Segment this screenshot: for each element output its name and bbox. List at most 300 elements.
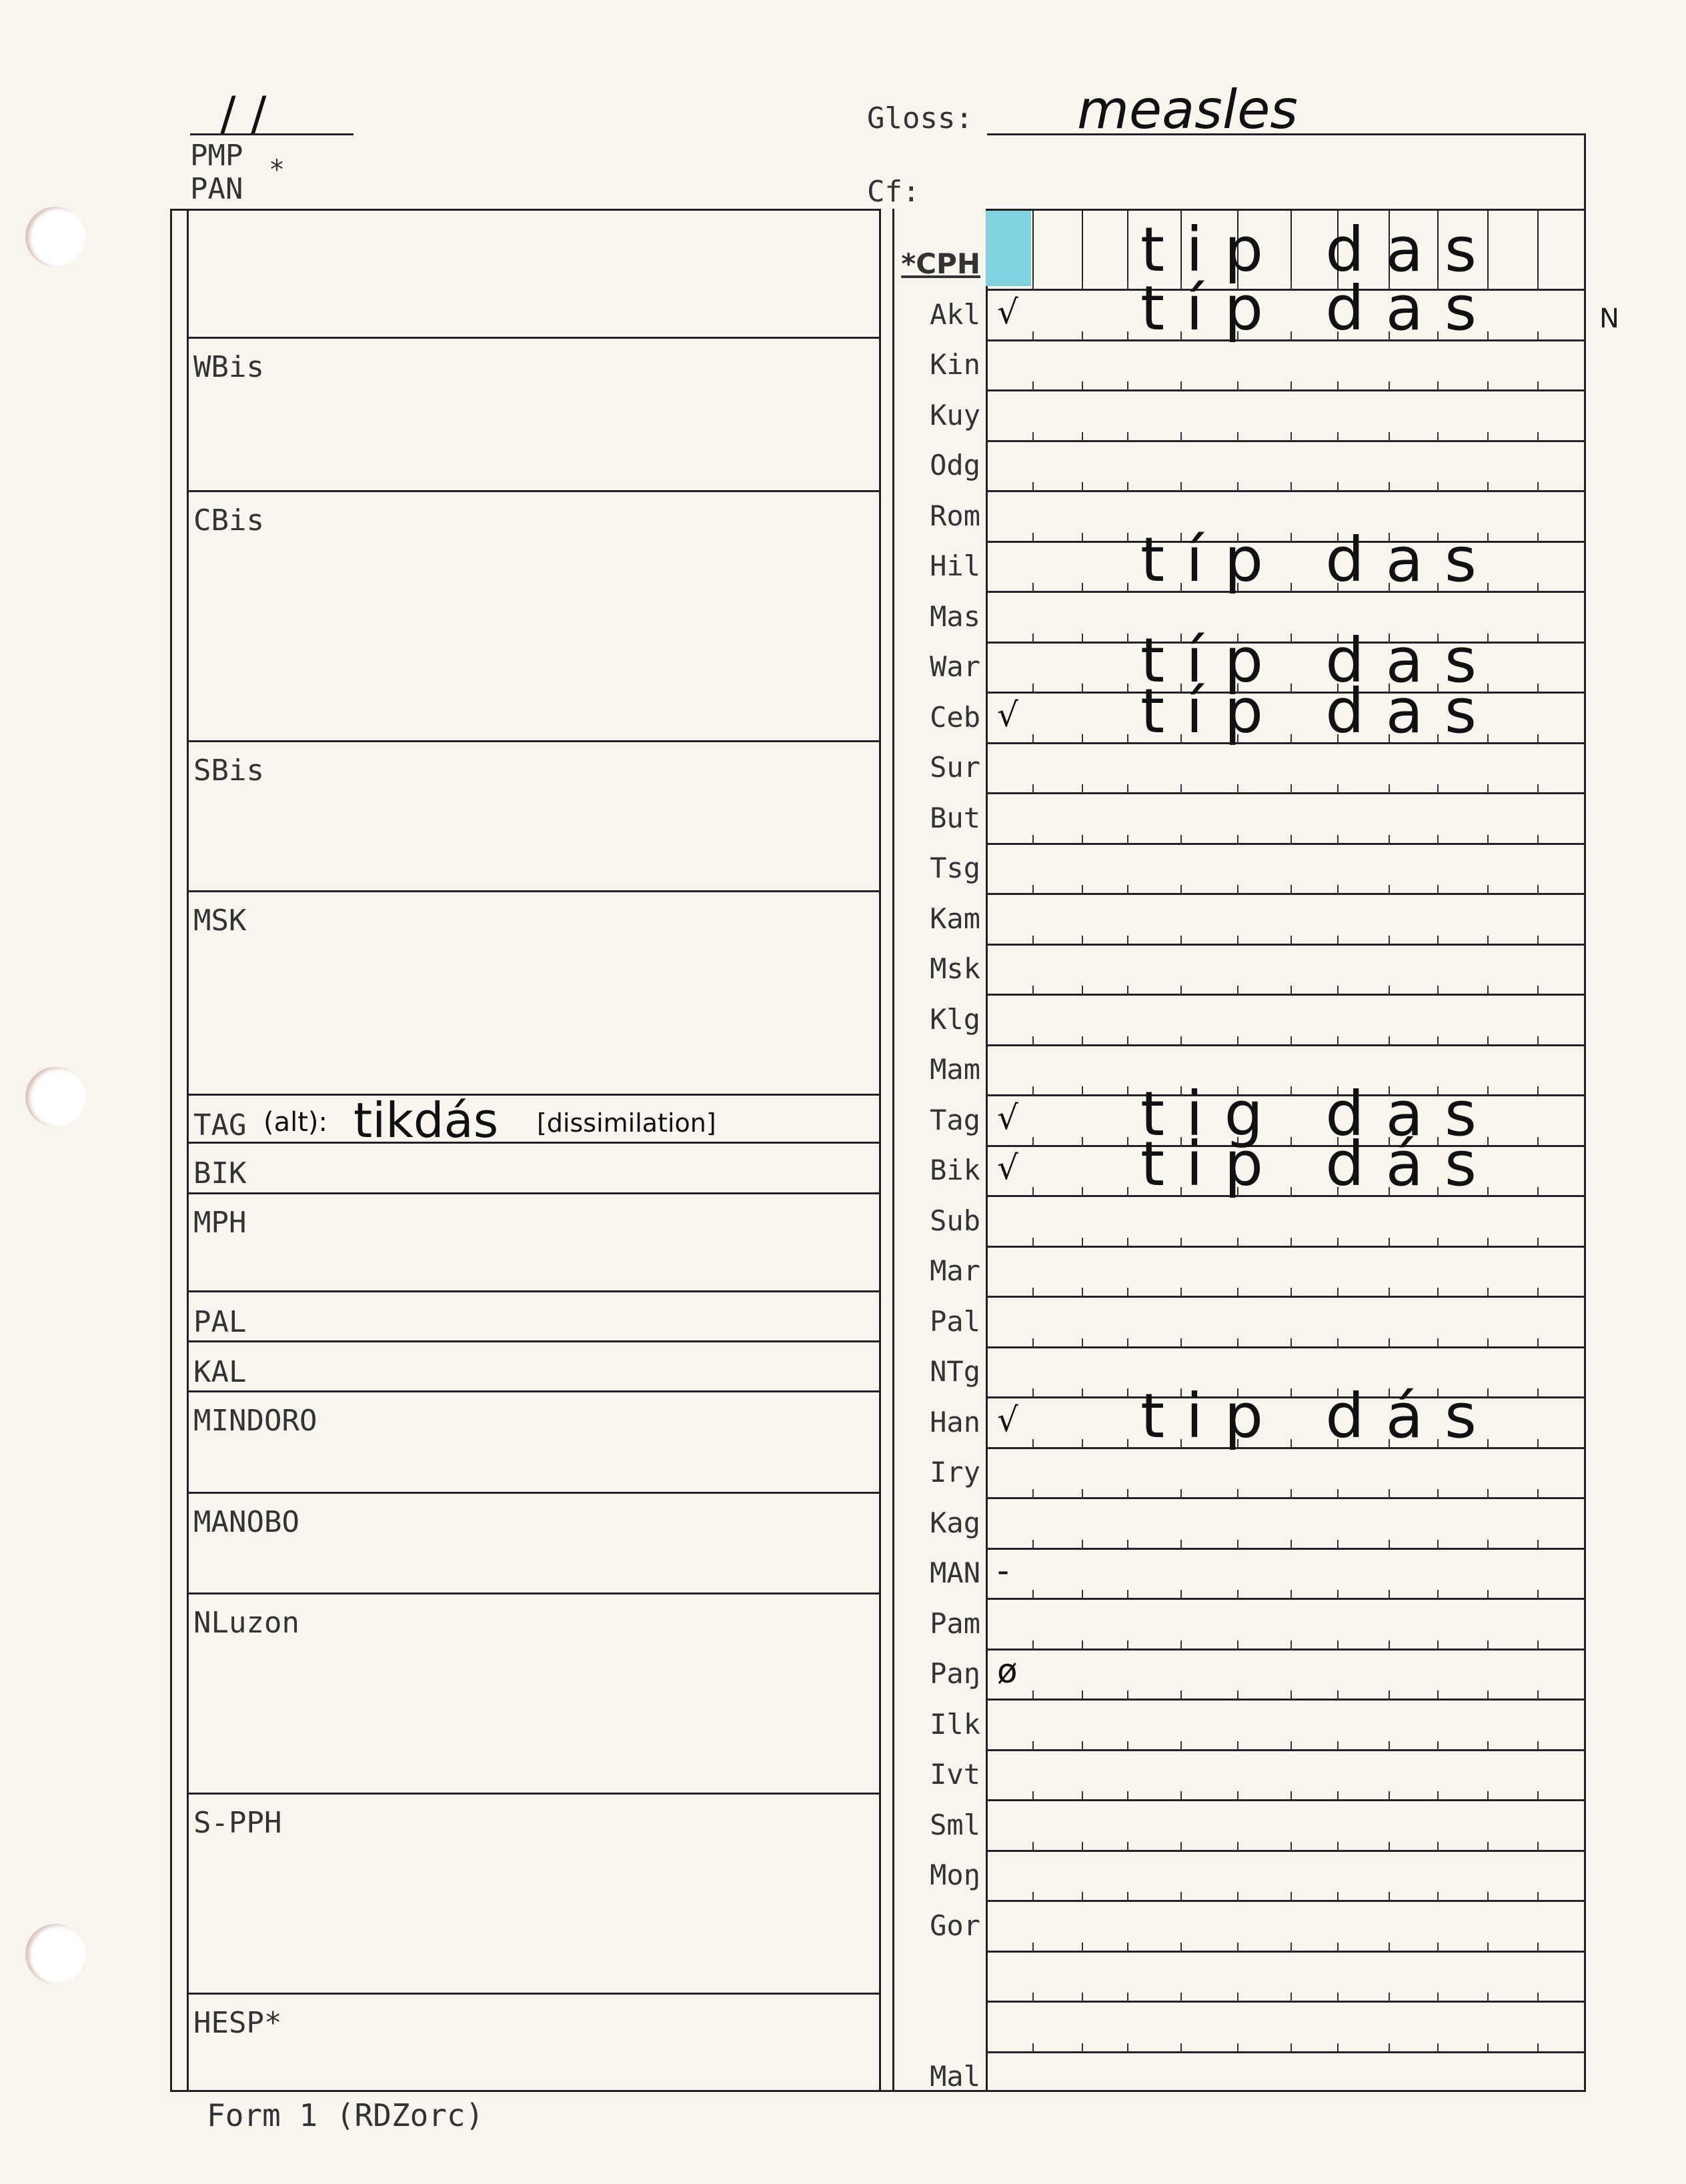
row-tick xyxy=(1082,1892,1083,1901)
row-tick xyxy=(1082,1187,1083,1196)
row-tick xyxy=(1537,1993,1539,2002)
row-tick xyxy=(1180,1036,1182,1046)
row-tick xyxy=(1032,1993,1034,2002)
row-tick xyxy=(1180,1338,1182,1348)
row-tick xyxy=(1237,1338,1238,1348)
frame-middle xyxy=(879,209,881,2091)
row-tick xyxy=(1082,1388,1083,1398)
row-tick xyxy=(1127,1439,1128,1448)
row-tick xyxy=(1082,482,1083,491)
language-abbr: Bik xyxy=(930,1154,980,1186)
row-tick xyxy=(1237,1489,1238,1498)
row-tick xyxy=(1437,1892,1439,1901)
row-tick xyxy=(1537,1892,1539,1901)
row-tick xyxy=(1082,1086,1083,1096)
row-tick xyxy=(1082,1540,1083,1549)
row-tick xyxy=(1127,1489,1128,1498)
row-tick xyxy=(1127,1791,1128,1801)
row-tick xyxy=(1082,533,1083,542)
row-tick xyxy=(1337,1993,1339,2002)
row-tick xyxy=(1237,1590,1238,1599)
row-tick xyxy=(1082,1439,1083,1448)
highlight-cell xyxy=(986,211,1031,286)
row-tick xyxy=(1032,583,1034,592)
language-abbr: Moŋ xyxy=(930,1859,980,1891)
section-divider xyxy=(187,1592,879,1594)
row-tick xyxy=(1127,2043,1128,2053)
row-tick xyxy=(1389,936,1390,945)
row-tick xyxy=(1291,1892,1292,1901)
row-tick xyxy=(1437,1741,1439,1751)
row-tick xyxy=(1437,1641,1439,1650)
row-tick xyxy=(1537,432,1539,441)
row-tick xyxy=(1487,835,1489,844)
row-tick xyxy=(1127,482,1128,491)
row-line xyxy=(986,1598,1584,1600)
row-tick xyxy=(1337,936,1339,945)
row-tick xyxy=(1437,1791,1439,1801)
row-tick xyxy=(1337,1036,1339,1046)
row-tick xyxy=(1032,2043,1034,2053)
row-tick xyxy=(1437,1590,1439,1599)
row-tick xyxy=(1127,1892,1128,1901)
row-tick xyxy=(1127,1842,1128,1851)
row-tick xyxy=(1389,1540,1390,1549)
row-tick xyxy=(1537,1338,1539,1348)
row-form: típ das xyxy=(1140,272,1498,344)
row-tick xyxy=(1389,1791,1390,1801)
row-tick xyxy=(1291,1590,1292,1599)
section-divider xyxy=(187,490,879,492)
row-tick xyxy=(1237,2043,1238,2053)
row-tick xyxy=(1291,1741,1292,1751)
row-tick xyxy=(1291,482,1292,491)
row-tick xyxy=(1437,885,1439,894)
row-tick xyxy=(1537,1137,1539,1146)
row-tick xyxy=(1537,1439,1539,1448)
row-tick xyxy=(1537,1288,1539,1297)
language-abbr: Akl xyxy=(930,297,980,331)
row-tick xyxy=(1127,1137,1128,1146)
date-underline xyxy=(190,133,353,135)
section-label: SBis xyxy=(193,754,264,788)
section-divider xyxy=(187,1192,879,1194)
row-tick xyxy=(1537,1187,1539,1196)
row-tick xyxy=(1237,885,1238,894)
row-tick xyxy=(1127,1540,1128,1549)
row-tick xyxy=(1032,1338,1034,1348)
section-label: MANOBO xyxy=(193,1505,299,1539)
row-tick xyxy=(1127,432,1128,441)
row-line xyxy=(986,1951,1584,1953)
row-tick xyxy=(1337,2043,1339,2053)
row-tick xyxy=(1337,1892,1339,1901)
row-form: típ das xyxy=(1140,524,1498,596)
row-tick xyxy=(1537,281,1539,290)
row-tick xyxy=(1437,1842,1439,1851)
row-tick xyxy=(1537,1489,1539,1498)
row-tick xyxy=(1032,1238,1034,1247)
row-tick xyxy=(1127,634,1128,643)
row-tick xyxy=(1487,1791,1489,1801)
row-tick xyxy=(1032,885,1034,894)
row-tick xyxy=(1032,634,1034,643)
row-tick xyxy=(1291,936,1292,945)
language-abbr: Pam xyxy=(930,1606,980,1640)
row-tick xyxy=(1082,835,1083,844)
row-tick xyxy=(1082,1943,1083,1952)
row-tick xyxy=(1127,684,1128,693)
row-tick xyxy=(1180,1691,1182,1700)
row-form: tip dás xyxy=(1140,1128,1498,1200)
language-abbr: Mas xyxy=(930,600,980,633)
row-mark: √ xyxy=(997,1148,1018,1187)
row-tick xyxy=(1537,1842,1539,1851)
section-label: MSK xyxy=(193,904,247,938)
section-label: CBis xyxy=(193,503,264,537)
section-divider xyxy=(187,1993,879,1995)
row-tick xyxy=(1537,1641,1539,1650)
row-tick xyxy=(1291,784,1292,794)
row-tick xyxy=(1389,885,1390,894)
row-tick xyxy=(1032,1036,1034,1046)
row-tick xyxy=(1127,533,1128,542)
row-tick xyxy=(1437,1489,1439,1498)
row-tick xyxy=(1237,1238,1238,1247)
row-tick xyxy=(1237,1943,1238,1952)
row-tick xyxy=(1032,482,1034,491)
row-tick xyxy=(1337,1338,1339,1348)
row-tick xyxy=(1537,1388,1539,1398)
row-tick xyxy=(1237,1741,1238,1751)
row-tick xyxy=(1032,1137,1034,1146)
language-abbr: Klg xyxy=(930,1002,980,1036)
language-abbr: Han xyxy=(930,1405,980,1438)
punch-hole xyxy=(25,207,85,267)
row-line xyxy=(986,1044,1584,1046)
row-tick xyxy=(1337,1288,1339,1297)
row-tick xyxy=(1082,331,1083,341)
row-tick xyxy=(1032,1540,1034,1549)
row-line xyxy=(986,1749,1584,1751)
row-tick xyxy=(1389,2043,1390,2053)
row-tick xyxy=(1127,734,1128,744)
row-tick xyxy=(1127,835,1128,844)
row-tick xyxy=(1389,1641,1390,1650)
row-tick xyxy=(1032,1590,1034,1599)
row-tick xyxy=(1180,1288,1182,1297)
row-tick xyxy=(1487,1741,1489,1751)
row-tick xyxy=(1082,734,1083,744)
row-tick xyxy=(1537,2043,1539,2053)
pmp-label: PMP xyxy=(190,139,243,173)
section-label: MINDORO xyxy=(193,1404,317,1438)
row-mark: √ xyxy=(997,695,1018,734)
pan-label: PAN xyxy=(190,172,243,206)
row-tick xyxy=(1537,533,1539,542)
row-tick xyxy=(1237,381,1238,391)
row-tick xyxy=(1537,1238,1539,1247)
row-tick xyxy=(1291,1691,1292,1700)
row-tick xyxy=(1291,1540,1292,1549)
row-tick xyxy=(1082,281,1083,290)
row-tick xyxy=(1487,1641,1489,1650)
row-tick xyxy=(1127,331,1128,341)
row-mark: ø xyxy=(997,1652,1018,1691)
language-abbr: *CPH xyxy=(901,247,980,280)
row-tick xyxy=(1127,1691,1128,1700)
row-tick xyxy=(1082,2043,1083,2053)
language-abbr: Sub xyxy=(930,1204,980,1237)
section-divider xyxy=(187,1390,879,1392)
row-line xyxy=(986,792,1584,794)
section-divider xyxy=(187,337,879,339)
language-abbr: MAN xyxy=(930,1556,980,1589)
row-tick xyxy=(1337,986,1339,995)
frame-bottom xyxy=(170,2090,1586,2092)
row-tick xyxy=(1032,1943,1034,1952)
row-tick xyxy=(1537,1540,1539,1549)
row-tick xyxy=(1337,1791,1339,1801)
row-tick xyxy=(1082,1036,1083,1046)
section-divider xyxy=(187,1793,879,1795)
row-tick xyxy=(1291,1842,1292,1851)
row-tick xyxy=(1537,1741,1539,1751)
cph-cell-divider xyxy=(1127,209,1128,289)
row-line xyxy=(986,1497,1584,1499)
gloss-value: measles xyxy=(1077,79,1298,141)
pmp-star: * xyxy=(269,155,285,185)
row-line xyxy=(986,1296,1584,1298)
row-form: tip dás xyxy=(1140,1380,1498,1452)
frame-right xyxy=(1584,133,1586,2091)
frame-left-outer xyxy=(170,209,172,2091)
row-line xyxy=(986,1799,1584,1801)
row-tick xyxy=(1337,1641,1339,1650)
row-tick xyxy=(1389,1590,1390,1599)
row-tick xyxy=(1237,1641,1238,1650)
row-tick xyxy=(1337,1238,1339,1247)
row-tick xyxy=(1180,381,1182,391)
date-slashes: / / xyxy=(220,87,267,141)
row-tick xyxy=(1537,734,1539,744)
row-tick xyxy=(1180,1641,1182,1650)
row-tick xyxy=(1127,1943,1128,1952)
row-tick xyxy=(1082,1590,1083,1599)
right-margin-note: N xyxy=(1599,303,1619,334)
row-tick xyxy=(1487,1036,1489,1046)
row-tick xyxy=(1537,1691,1539,1700)
row-tick xyxy=(1437,1338,1439,1348)
row-tick xyxy=(1389,1288,1390,1297)
row-form: típ das xyxy=(1140,675,1498,747)
row-line xyxy=(986,944,1584,946)
row-tick xyxy=(1487,1288,1489,1297)
row-tick xyxy=(1537,381,1539,391)
row-tick xyxy=(1127,1993,1128,2002)
row-tick xyxy=(1127,1187,1128,1196)
row-tick xyxy=(1487,1892,1489,1901)
row-tick xyxy=(1487,482,1489,491)
row-tick xyxy=(1237,1993,1238,2002)
row-tick xyxy=(1291,986,1292,995)
row-tick xyxy=(1537,1943,1539,1952)
form-footer: Form 1 (RDZorc) xyxy=(207,2097,484,2133)
language-abbr: Rom xyxy=(930,499,980,532)
language-abbr: Hil xyxy=(930,550,980,582)
punch-hole xyxy=(25,1924,85,1984)
row-line xyxy=(986,389,1584,391)
row-tick xyxy=(1537,583,1539,592)
row-tick xyxy=(1082,381,1083,391)
row-tick xyxy=(1537,1590,1539,1599)
language-abbr: Ivt xyxy=(930,1758,980,1791)
section-label: KAL xyxy=(193,1355,247,1389)
row-line xyxy=(986,1850,1584,1852)
row-tick xyxy=(1127,936,1128,945)
row-tick xyxy=(1537,634,1539,643)
row-tick xyxy=(1127,986,1128,995)
section-divider xyxy=(187,1492,879,1494)
tag-alt-note: [dissimilation] xyxy=(537,1108,716,1138)
cph-cell-divider xyxy=(1032,209,1034,289)
language-abbr: NTg xyxy=(930,1355,980,1388)
row-tick xyxy=(1389,1993,1390,2002)
row-tick xyxy=(1127,1036,1128,1046)
row-tick xyxy=(1082,885,1083,894)
row-mark: √ xyxy=(997,1400,1018,1439)
row-line xyxy=(986,1548,1584,1550)
row-mark: - xyxy=(997,1551,1010,1590)
cph-cell-divider xyxy=(1082,209,1083,289)
row-tick xyxy=(1082,1791,1083,1801)
row-tick xyxy=(1487,1943,1489,1952)
row-form: típ das xyxy=(1140,625,1498,696)
row-mark: √ xyxy=(997,1098,1018,1137)
row-tick xyxy=(1437,482,1439,491)
row-tick xyxy=(1389,835,1390,844)
row-tick xyxy=(1082,1741,1083,1751)
language-abbr: Sur xyxy=(930,751,980,784)
row-tick xyxy=(1180,1489,1182,1498)
row-tick xyxy=(1180,885,1182,894)
row-tick xyxy=(1389,1036,1390,1046)
row-tick xyxy=(1487,1338,1489,1348)
row-tick xyxy=(1082,1238,1083,1247)
row-tick xyxy=(1082,432,1083,441)
row-tick xyxy=(1437,1943,1439,1952)
row-tick xyxy=(1291,2043,1292,2053)
language-abbr: Iry xyxy=(930,1456,980,1488)
row-tick xyxy=(1032,1439,1034,1448)
row-tick xyxy=(1237,482,1238,491)
row-tick xyxy=(1487,1489,1489,1498)
section-divider xyxy=(187,1340,879,1342)
section-label: TAG xyxy=(193,1108,247,1142)
row-tick xyxy=(1180,986,1182,995)
row-tick xyxy=(1180,2043,1182,2053)
row-tick xyxy=(1127,1238,1128,1247)
row-tick xyxy=(1437,1036,1439,1046)
language-abbr: Mam xyxy=(930,1053,980,1086)
row-tick xyxy=(1082,583,1083,592)
row-tick xyxy=(1437,936,1439,945)
row-tick xyxy=(1032,784,1034,794)
row-tick xyxy=(1082,1288,1083,1297)
row-tick xyxy=(1082,1489,1083,1498)
row-tick xyxy=(1487,2043,1489,2053)
cph-cell-divider xyxy=(1537,209,1539,289)
row-tick xyxy=(1389,1238,1390,1247)
row-tick xyxy=(1127,281,1128,290)
row-tick xyxy=(1127,1288,1128,1297)
row-tick xyxy=(1487,1993,1489,2002)
section-label: HESP* xyxy=(193,2006,282,2040)
row-tick xyxy=(1537,1036,1539,1046)
row-tick xyxy=(1437,2043,1439,2053)
row-tick xyxy=(1291,1993,1292,2002)
row-tick xyxy=(1032,1187,1034,1196)
row-form: tig das xyxy=(1140,1078,1498,1150)
row-line xyxy=(986,2001,1584,2003)
row-tick xyxy=(1032,1842,1034,1851)
row-tick xyxy=(1291,1489,1292,1498)
row-tick xyxy=(1237,986,1238,995)
row-tick xyxy=(1291,1036,1292,1046)
row-tick xyxy=(1291,1338,1292,1348)
row-tick xyxy=(1291,1791,1292,1801)
row-line xyxy=(986,843,1584,845)
row-tick xyxy=(1180,482,1182,491)
row-tick xyxy=(1082,784,1083,794)
language-abbr: But xyxy=(930,801,980,834)
row-tick xyxy=(1537,784,1539,794)
gloss-label: Gloss: xyxy=(867,101,973,135)
row-tick xyxy=(1180,1590,1182,1599)
row-tick xyxy=(1127,381,1128,391)
row-tick xyxy=(1487,432,1489,441)
row-tick xyxy=(1032,1741,1034,1751)
row-tick xyxy=(1180,432,1182,441)
language-abbr: Pal xyxy=(930,1304,980,1338)
language-abbr: Ceb xyxy=(930,700,980,734)
section-label: BIK xyxy=(193,1156,247,1190)
row-tick xyxy=(1082,936,1083,945)
row-tick xyxy=(1032,734,1034,744)
row-tick xyxy=(1537,936,1539,945)
row-tick xyxy=(1180,1993,1182,2002)
row-tick xyxy=(1291,381,1292,391)
row-tick xyxy=(1291,1238,1292,1247)
row-tick xyxy=(1291,1943,1292,1952)
section-divider xyxy=(187,740,879,742)
punch-hole xyxy=(25,1067,85,1127)
row-tick xyxy=(1437,1993,1439,2002)
row-tick xyxy=(1337,1540,1339,1549)
row-tick xyxy=(1437,381,1439,391)
row-tick xyxy=(1180,936,1182,945)
row-tick xyxy=(1127,1741,1128,1751)
section-divider xyxy=(187,1290,879,1292)
row-tick xyxy=(1180,835,1182,844)
row-tick xyxy=(1487,1691,1489,1700)
row-tick xyxy=(1082,1993,1083,2002)
row-tick xyxy=(1127,885,1128,894)
row-tick xyxy=(1487,986,1489,995)
row-tick xyxy=(1127,1388,1128,1398)
section-label: NLuzon xyxy=(193,1606,299,1640)
section-divider xyxy=(187,1094,879,1096)
